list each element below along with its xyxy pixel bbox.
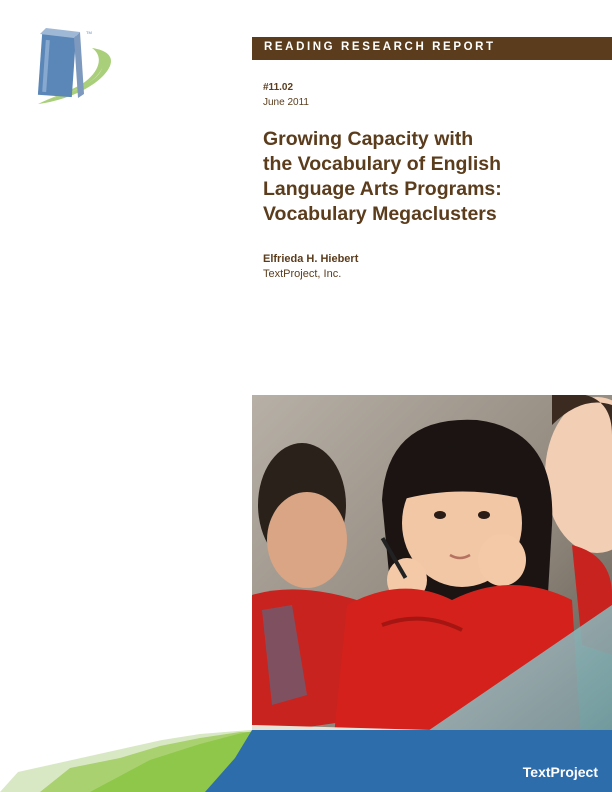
title-line: Language Arts Programs: [263, 178, 502, 200]
footer-band [0, 730, 612, 792]
students-classroom-photo [252, 395, 612, 755]
book-logo-icon [30, 26, 118, 108]
report-type-band [252, 37, 612, 60]
author-name: Elfrieda H. Hiebert [263, 253, 359, 265]
report-type-label: READING RESEARCH REPORT [264, 41, 496, 53]
title-line: Growing Capacity with [263, 128, 474, 150]
report-title [263, 127, 608, 227]
title-line: the Vocabulary of English [263, 153, 502, 175]
title-line: Vocabulary Megaclusters [263, 203, 497, 225]
trademark-mark: TM [86, 30, 92, 35]
textproject-wordmark: TextProject [522, 764, 598, 780]
report-number: #11.02 [263, 82, 294, 93]
author-affiliation: TextProject, Inc. [263, 268, 342, 280]
report-date: June 2011 [263, 97, 309, 108]
